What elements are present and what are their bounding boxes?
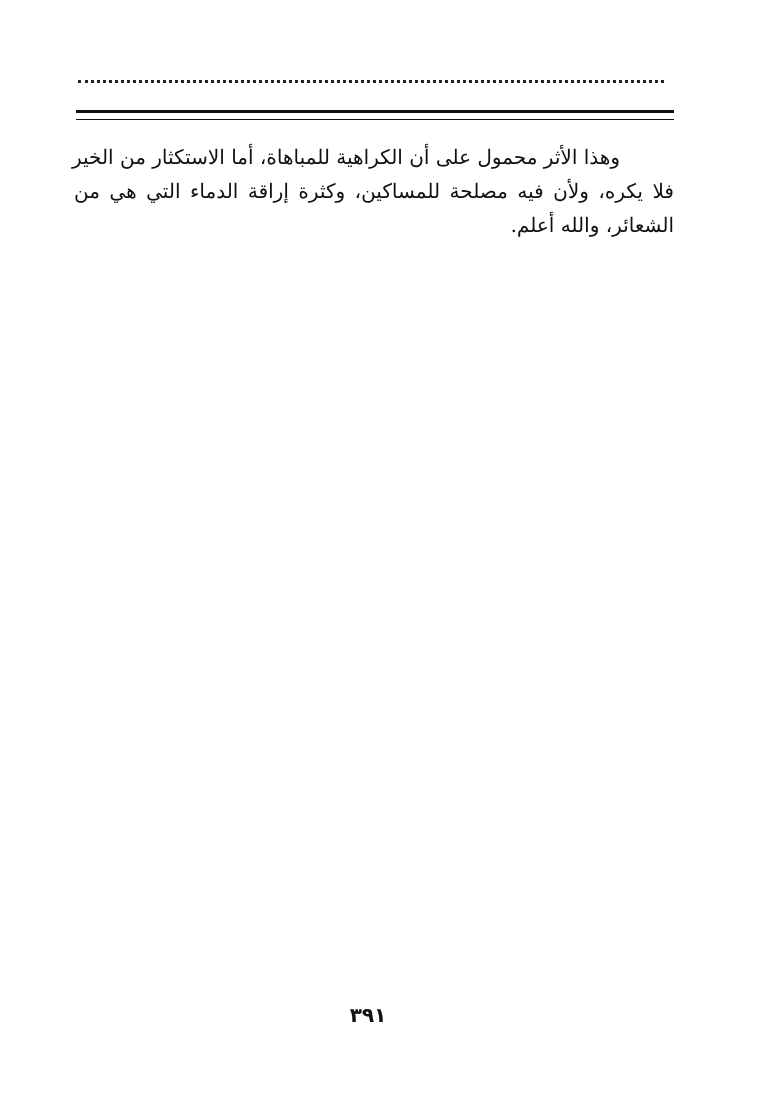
header-rule-thin xyxy=(76,119,674,120)
body-line-2: فلا يكره، ولأن فيه مصلحة للمساكين، وكثرة إراقة الدماء التي هي من xyxy=(74,179,674,203)
header-rule-thick xyxy=(76,110,674,113)
body-line-3: الشعائر، والله أعلم. xyxy=(510,213,674,237)
body-paragraph xyxy=(71,140,674,242)
body-line-1: وهذا الأثر محمول على أن الكراهية للمباهاة، أما الاستكثار من الخير xyxy=(71,145,620,169)
dotted-separator xyxy=(78,80,664,83)
page-number: ٣٩١ xyxy=(349,1003,387,1027)
